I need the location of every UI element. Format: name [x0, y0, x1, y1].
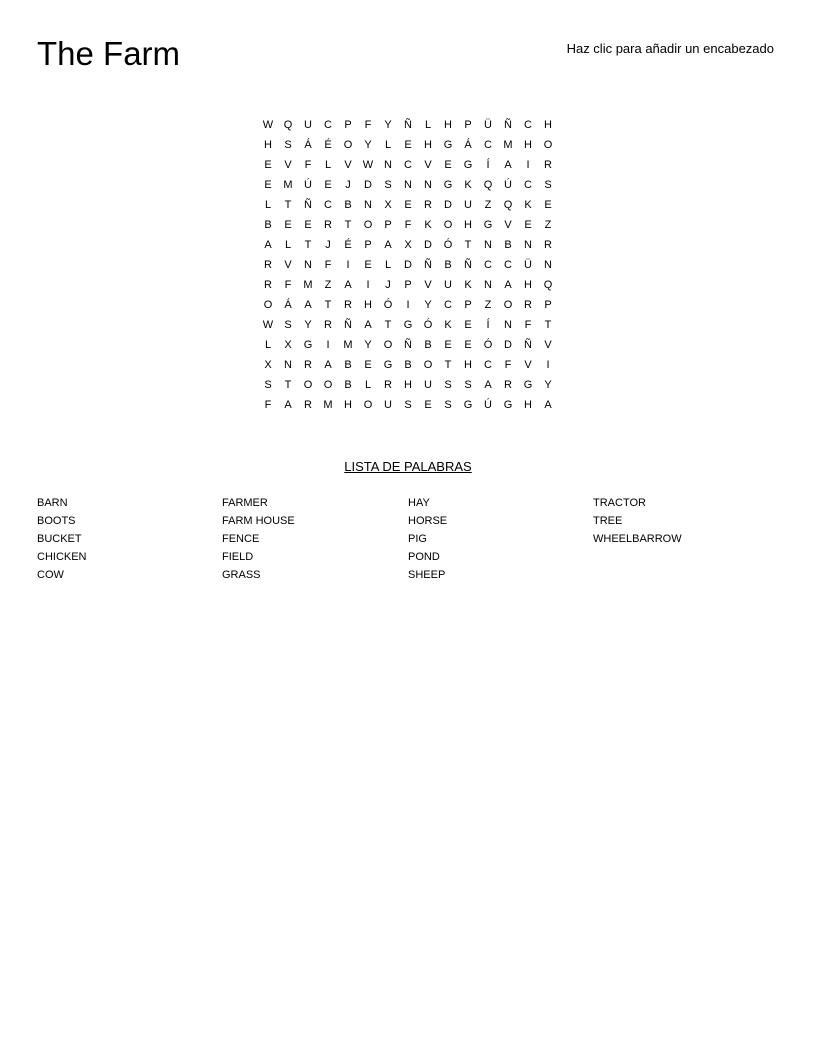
grid-cell: D	[444, 199, 452, 211]
grid-cell: B	[504, 239, 512, 251]
grid-cell: Á	[304, 139, 312, 151]
word-list-item: FARMER	[222, 497, 268, 509]
grid-cell: H	[344, 399, 352, 411]
grid-cell: I	[346, 259, 350, 271]
word-list-column	[222, 494, 295, 584]
grid-cell: Í	[486, 159, 490, 171]
grid-cell: G	[383, 359, 393, 371]
grid-cell: D	[364, 179, 372, 191]
grid-cell: E	[364, 359, 372, 371]
word-list-column	[593, 494, 682, 548]
grid-cell: O	[503, 299, 513, 311]
grid-cell: V	[504, 219, 512, 231]
grid-cell: A	[284, 399, 292, 411]
grid-cell: D	[504, 339, 512, 351]
grid-cell: N	[424, 179, 432, 191]
grid-cell: X	[284, 339, 292, 351]
word-list-column	[408, 494, 447, 584]
word-list-item: FIELD	[222, 551, 254, 563]
grid-cell: G	[463, 399, 473, 411]
grid-cell: L	[264, 339, 272, 351]
word-list-item: SHEEP	[408, 569, 446, 581]
grid-cell: G	[523, 379, 533, 391]
grid-cell: A	[264, 239, 272, 251]
grid-cell: Á	[464, 139, 472, 151]
grid-cell: R	[504, 379, 512, 391]
grid-cell: Q	[543, 279, 553, 291]
grid-cell: L	[384, 139, 392, 151]
grid-cell: G	[443, 179, 453, 191]
grid-cell: H	[404, 379, 412, 391]
word-list-item: COW	[37, 569, 64, 581]
grid-cell: B	[344, 199, 352, 211]
grid-cell: Y	[364, 139, 372, 151]
grid-cell: S	[544, 179, 552, 191]
grid-cell: G	[303, 339, 313, 351]
grid-cell: O	[423, 359, 433, 371]
grid-cell: O	[443, 219, 453, 231]
grid-cell: I	[526, 159, 530, 171]
grid-cell: Q	[503, 199, 513, 211]
grid-cell: Ú	[504, 179, 512, 191]
grid-cell: H	[424, 139, 432, 151]
grid-cell: T	[384, 319, 392, 331]
grid-cell: Ñ	[404, 339, 412, 351]
grid-cell: J	[325, 239, 331, 251]
grid-cell: C	[324, 119, 332, 131]
grid-cell: Y	[364, 339, 372, 351]
grid-cell: G	[483, 219, 493, 231]
grid-cell: E	[304, 219, 312, 231]
grid-cell: X	[264, 359, 272, 371]
grid-cell: C	[444, 299, 452, 311]
grid-cell: L	[424, 119, 432, 131]
grid-cell: V	[284, 159, 292, 171]
grid-cell: I	[546, 359, 550, 371]
grid-cell: D	[404, 259, 412, 271]
grid-cell: S	[404, 399, 412, 411]
grid-cell: N	[364, 199, 372, 211]
grid-cell: P	[464, 119, 472, 131]
grid-cell: A	[304, 299, 312, 311]
word-list-item: HAY	[408, 497, 430, 509]
grid-cell: Ó	[383, 299, 393, 311]
grid-cell: U	[444, 279, 452, 291]
grid-cell: Ñ	[524, 339, 532, 351]
grid-cell: S	[444, 379, 452, 391]
grid-cell: I	[406, 299, 410, 311]
word-list-item: FENCE	[222, 533, 260, 545]
grid-cell: H	[544, 119, 552, 131]
grid-cell: H	[524, 139, 532, 151]
grid-cell: Z	[484, 299, 492, 311]
grid-cell: Ú	[304, 179, 312, 191]
grid-cell: E	[544, 199, 552, 211]
page-title: The Farm	[37, 35, 181, 72]
grid-cell: M	[303, 279, 313, 291]
grid-cell: R	[344, 299, 352, 311]
grid-cell: N	[504, 319, 512, 331]
word-list-column	[37, 494, 87, 584]
grid-cell: L	[264, 199, 272, 211]
grid-cell: Ú	[484, 399, 492, 411]
grid-cell: H	[444, 119, 452, 131]
grid-cell: Y	[424, 299, 432, 311]
grid-cell: R	[524, 299, 532, 311]
grid-cell: S	[284, 319, 292, 331]
grid-cell: T	[544, 319, 552, 331]
grid-cell: Í	[486, 319, 490, 331]
grid-cell: H	[364, 299, 372, 311]
grid-cell: N	[484, 279, 492, 291]
grid-cell: O	[263, 299, 273, 311]
grid-cell: B	[344, 379, 352, 391]
grid-cell: N	[484, 239, 492, 251]
grid-cell: N	[284, 359, 292, 371]
grid-cell: B	[264, 219, 272, 231]
grid-cell: A	[384, 239, 392, 251]
grid-cell: P	[344, 119, 352, 131]
grid-cell: W	[262, 319, 274, 331]
grid-cell: V	[424, 279, 432, 291]
grid-cell: C	[404, 159, 412, 171]
word-list-item: BARN	[37, 497, 68, 509]
grid-cell: Q	[483, 179, 493, 191]
grid-cell: X	[384, 199, 392, 211]
grid-cell: R	[544, 239, 552, 251]
grid-cell: B	[424, 339, 432, 351]
grid-cell: N	[524, 239, 532, 251]
grid-cell: Q	[283, 119, 293, 131]
grid-cell: D	[424, 239, 432, 251]
grid-cell: E	[264, 159, 272, 171]
grid-cell: É	[344, 239, 352, 251]
grid-cell: O	[323, 379, 333, 391]
word-list-item: GRASS	[222, 569, 261, 581]
grid-cell: O	[363, 219, 373, 231]
grid-cell: G	[463, 159, 473, 171]
grid-cell: E	[324, 179, 332, 191]
grid-cell: G	[443, 139, 453, 151]
grid-cell: C	[484, 359, 492, 371]
grid-cell: X	[404, 239, 412, 251]
grid-cell: F	[524, 319, 532, 331]
grid-cell: L	[324, 159, 332, 171]
grid-cell: U	[424, 379, 432, 391]
grid-cell: Ñ	[424, 259, 432, 271]
grid-cell: C	[504, 259, 512, 271]
grid-cell: O	[363, 399, 373, 411]
grid-cell: R	[324, 219, 332, 231]
grid-cell: E	[464, 319, 472, 331]
grid-cell: K	[524, 199, 532, 211]
grid-cell: Z	[324, 279, 332, 291]
grid-cell: F	[304, 159, 312, 171]
word-list-item: POND	[408, 551, 440, 563]
grid-cell: J	[345, 179, 351, 191]
word-list-item: CHICKEN	[37, 551, 87, 563]
grid-cell: E	[284, 219, 292, 231]
grid-cell: F	[364, 119, 372, 131]
grid-cell: L	[284, 239, 292, 251]
grid-cell: W	[362, 159, 374, 171]
grid-cell: T	[464, 239, 472, 251]
grid-cell: G	[503, 399, 513, 411]
word-list-item: FARM HOUSE	[222, 515, 295, 527]
grid-cell: B	[344, 359, 352, 371]
grid-cell: Ó	[483, 339, 493, 351]
word-list-item: TREE	[593, 515, 623, 527]
grid-cell: V	[544, 339, 552, 351]
grid-cell: M	[283, 179, 293, 191]
grid-cell: E	[264, 179, 272, 191]
grid-cell: B	[444, 259, 452, 271]
grid-cell: P	[464, 299, 472, 311]
grid-cell: Ñ	[404, 119, 412, 131]
grid-cell: O	[343, 139, 353, 151]
grid-cell: E	[464, 339, 472, 351]
grid-cell: R	[264, 279, 272, 291]
grid-cell: A	[544, 399, 552, 411]
grid-cell: H	[464, 359, 472, 371]
grid-cell: E	[444, 339, 452, 351]
grid-cell: E	[444, 159, 452, 171]
grid-cell: Y	[384, 119, 392, 131]
grid-cell: H	[264, 139, 272, 151]
grid-cell: R	[264, 259, 272, 271]
grid-cell: T	[344, 219, 352, 231]
grid-cell: Ñ	[504, 119, 512, 131]
grid-cell: N	[384, 159, 392, 171]
grid-cell: L	[384, 259, 392, 271]
grid-cell: K	[424, 219, 432, 231]
grid-cell: S	[464, 379, 472, 391]
grid-cell: Z	[484, 199, 492, 211]
grid-cell: S	[284, 139, 292, 151]
grid-cell: C	[524, 119, 532, 131]
grid-cell: P	[364, 239, 372, 251]
grid-cell: A	[344, 279, 352, 291]
grid-cell: E	[524, 219, 532, 231]
grid-cell: T	[284, 199, 292, 211]
grid-cell: R	[304, 359, 312, 371]
grid-cell: I	[326, 339, 330, 351]
grid-cell: C	[484, 259, 492, 271]
grid-cell: Ü	[524, 259, 532, 271]
grid-cell: G	[403, 319, 413, 331]
grid-cell: H	[464, 219, 472, 231]
grid-cell: H	[524, 399, 532, 411]
grid-cell: S	[444, 399, 452, 411]
grid-cell: E	[364, 259, 372, 271]
grid-cell: C	[484, 139, 492, 151]
grid-cell: N	[304, 259, 312, 271]
word-search-grid	[258, 115, 558, 415]
grid-cell: U	[464, 199, 472, 211]
grid-cell: F	[264, 399, 272, 411]
grid-cell: N	[544, 259, 552, 271]
grid-cell: Z	[544, 219, 552, 231]
grid-cell: E	[404, 139, 412, 151]
grid-cell: O	[303, 379, 313, 391]
grid-cell: Ñ	[464, 259, 472, 271]
grid-cell: Y	[304, 319, 312, 331]
grid-cell: A	[484, 379, 492, 391]
grid-cell: T	[304, 239, 312, 251]
grid-cell: I	[366, 279, 370, 291]
grid-cell: V	[284, 259, 292, 271]
word-list-item: TRACTOR	[593, 497, 646, 509]
grid-cell: Ó	[443, 239, 453, 251]
grid-cell: A	[364, 319, 372, 331]
grid-cell: U	[304, 119, 312, 131]
grid-cell: M	[503, 139, 513, 151]
word-list-item: WHEELBARROW	[593, 533, 682, 545]
word-list-title: LISTA DE PALABRAS	[344, 459, 472, 474]
grid-cell: P	[544, 299, 552, 311]
grid-cell: É	[324, 139, 332, 151]
grid-cell: W	[262, 119, 274, 131]
grid-cell: O	[543, 139, 553, 151]
grid-cell: A	[324, 359, 332, 371]
word-list-item: HORSE	[408, 515, 448, 527]
grid-cell: T	[324, 299, 332, 311]
grid-cell: R	[304, 399, 312, 411]
grid-cell: T	[284, 379, 292, 391]
grid-cell: R	[424, 199, 432, 211]
grid-cell: R	[324, 319, 332, 331]
grid-cell: E	[424, 399, 432, 411]
grid-cell: Ñ	[344, 319, 352, 331]
grid-cell: Á	[284, 299, 292, 311]
grid-cell: J	[385, 279, 391, 291]
grid-cell: V	[524, 359, 532, 371]
word-list-item: PIG	[408, 533, 427, 545]
grid-cell: T	[444, 359, 452, 371]
grid-cell: E	[404, 199, 412, 211]
grid-cell: C	[324, 199, 332, 211]
grid-cell: F	[404, 219, 412, 231]
grid-cell: O	[383, 339, 393, 351]
grid-cell: S	[384, 179, 392, 191]
grid-cell: Ó	[423, 319, 433, 331]
grid-cell: K	[464, 179, 472, 191]
grid-cell: A	[504, 279, 512, 291]
grid-cell: F	[504, 359, 512, 371]
grid-cell: V	[424, 159, 432, 171]
header-placeholder[interactable]: Haz clic para añadir un encabezado	[566, 41, 774, 56]
grid-cell: B	[404, 359, 412, 371]
grid-cell: M	[323, 399, 333, 411]
grid-cell: K	[464, 279, 472, 291]
grid-cell: S	[264, 379, 272, 391]
grid-cell: N	[404, 179, 412, 191]
grid-cell: R	[544, 159, 552, 171]
grid-cell: A	[504, 159, 512, 171]
grid-cell: U	[384, 399, 392, 411]
grid-cell: F	[284, 279, 292, 291]
grid-cell: Ñ	[304, 199, 312, 211]
grid-cell: R	[384, 379, 392, 391]
grid-cell: L	[364, 379, 372, 391]
grid-cell: V	[344, 159, 352, 171]
grid-cell: K	[444, 319, 452, 331]
grid-cell: P	[404, 279, 412, 291]
word-list-item: BUCKET	[37, 533, 82, 545]
word-list-item: BOOTS	[37, 515, 76, 527]
grid-cell: C	[524, 179, 532, 191]
grid-cell: P	[384, 219, 392, 231]
grid-cell: Y	[544, 379, 552, 391]
grid-cell: H	[524, 279, 532, 291]
grid-cell: F	[324, 259, 332, 271]
grid-cell: M	[343, 339, 353, 351]
grid-cell: Ü	[484, 119, 492, 131]
